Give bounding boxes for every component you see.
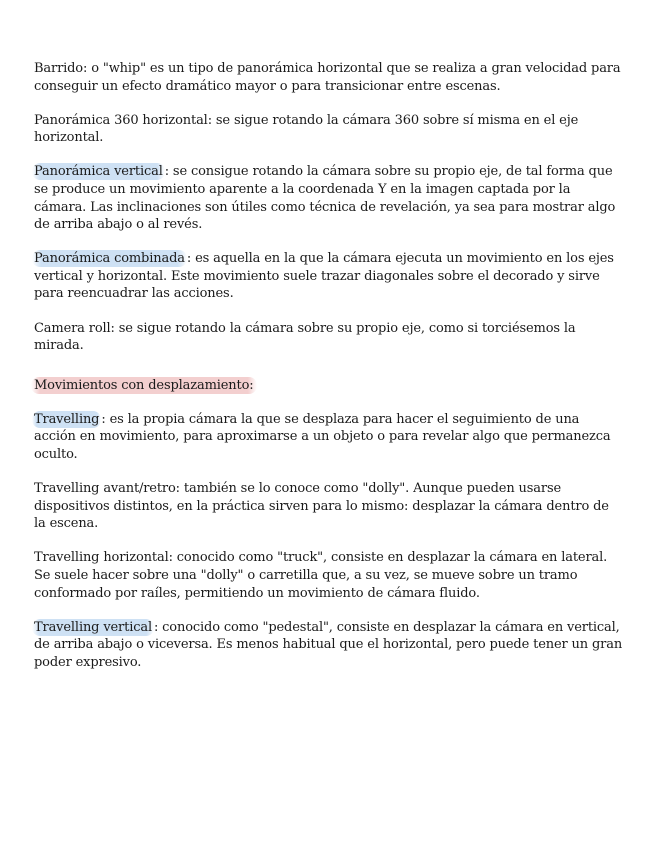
definition-separator: : [83,61,92,76]
definition-text: se sigue rotando la cámara sobre su propio eje, como si torciésemos la mirada. [34,320,576,354]
definition-text: se consigue rotando la cámara sobre su propio eje, de tal forma que se produce un movimiento aparente a la coordenada Y en la imagen captada por la cámara. Las inclinaciones son útiles como técnica de revelación, ya sea para mostrar algo de arriba abajo o al revés. [34,164,616,233]
definition-text: se sigue rotando la cámara 360 sobre sí misma en el eje horizontal. [34,112,579,146]
definition-term: Travelling [34,411,100,427]
definition-separator: : [110,320,119,336]
definition-paragraph [34,480,624,533]
definition-term: Panorámica vertical [34,164,163,180]
definition-text: conocido como "truck", consiste en desplazar la cámara en lateral. Se suele hacer sobre una "dolly" o carretilla que, a su vez, se mueve sobre un tramo conformado por raíles, permitiendo un movimiento de cámara fluido. [34,550,608,601]
definition-separator: : [101,411,110,427]
definition-term: Panorámica 360 horizontal [34,112,208,128]
definition-paragraph [34,411,624,464]
definition-term: Travelling horizontal [34,550,169,566]
definition-term: Camera roll [34,320,111,336]
definition-separator: : [186,251,196,267]
definition-separator: : [175,481,184,497]
definition-separator: : [168,550,177,566]
definition-paragraph [34,320,624,355]
definition-text: o "whip" es un tipo de panorámica horizontal que se realiza a gran velocidad para conseguir un efecto dramático mayor o para transicionar entre escenas. [34,61,621,94]
section-heading [34,377,624,395]
definition-separator: : [164,164,173,180]
definition-term: Travelling vertical [34,619,152,635]
definition-paragraph [34,163,624,233]
definition-text: conocido como "pedestal", consiste en desplazar la cámara en vertical, de arriba abajo o viceversa. Es menos habitual que el horizontal, pero puede tener un gran poder expresivo. [34,619,623,670]
definition-text: también se lo conoce como "dolly". Aunque pueden usarse dispositivos distintos, en la práctica sirven para lo mismo: desplazar la cámara dentro de la escena. [34,481,609,532]
definition-paragraph [34,619,624,672]
paragraphs-group-after [34,411,624,672]
paragraphs-group-before [34,60,624,355]
definition-paragraph [34,549,624,602]
definition-paragraph [34,60,624,95]
section-heading-text: Movimientos con desplazamiento: [31,377,257,394]
document-page [34,60,624,688]
definition-term: Travelling avant/retro [34,481,176,497]
definition-separator: : [153,619,163,635]
definition-paragraph [34,112,624,147]
definition-text: es la propia cámara la que se desplaza para hacer el seguimiento de una acción en movimiento, para aproximarse a un objeto o para revelar algo que permanezca oculto. [34,411,611,462]
definition-term: Barrido [34,61,83,76]
definition-term: Panorámica combinada [34,251,185,267]
definition-separator: : [207,112,216,128]
definition-paragraph [34,250,624,303]
definition-text: es aquella en la que la cámara ejecuta un movimiento en los ejes vertical y horizontal. Este movimiento suele trazar diagonales sobre el decorado y sirve para reencuadrar las acciones. [34,251,614,302]
